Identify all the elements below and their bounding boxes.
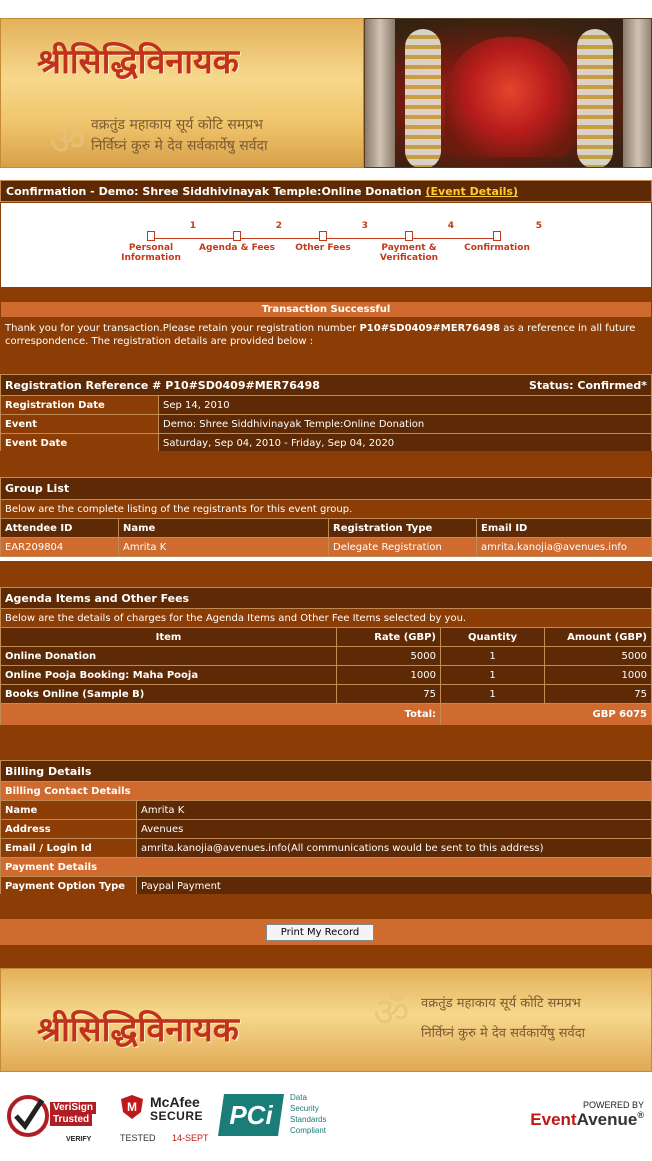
- total-row: [1, 704, 652, 726]
- step-3: 3 Other Fees: [295, 221, 368, 253]
- verisign-trusted: Trusted: [50, 1114, 92, 1126]
- table-row: [1, 538, 652, 557]
- reg-date-label: Registration Date: [1, 396, 159, 415]
- item-rate: 1000: [337, 666, 441, 685]
- agenda-description: Below are the details of charges for the Agenda Items and Other Fee Items selected by you.: [1, 609, 652, 628]
- deity-figure: [445, 37, 575, 157]
- garland-left: [405, 29, 441, 168]
- col-item: Item: [1, 628, 337, 647]
- pci-badge[interactable]: [218, 1090, 350, 1146]
- transaction-message: Thank you for your transaction.Please retain your registration number P10#SD0409#MER76498 as a reference in all future correspondence. The registration details are provided below :: [0, 318, 652, 358]
- document-icon: [493, 231, 501, 241]
- item-name: Online Donation: [1, 647, 337, 666]
- footer-trust-logos: [0, 1072, 652, 1161]
- mcafee-secure: SECURE: [150, 1109, 204, 1123]
- spacer: [0, 451, 652, 477]
- group-list-table: [0, 477, 652, 557]
- registration-reference-header: Registration Reference # P10#SD0409#MER76498 Status: Confirmed*: [1, 375, 652, 396]
- mantra-line-2: निर्विघ्नं कुरु मे देव सर्वकार्येषु सर्वदा: [91, 138, 268, 154]
- om-symbol: ॐ: [49, 118, 86, 164]
- verisign-label: VeriSign: [50, 1102, 96, 1114]
- event-label: Event: [1, 415, 159, 434]
- verisign-badge[interactable]: [6, 1090, 110, 1146]
- agenda-title: Agenda Items and Other Fees: [1, 588, 652, 609]
- powered-by-label: POWERED BY: [582, 1100, 644, 1110]
- step-1: 1 Personal Information: [121, 221, 196, 263]
- ea-avenue: Avenue: [576, 1110, 638, 1129]
- item-rate: 5000: [337, 647, 441, 666]
- spacer: [0, 288, 652, 301]
- billing-email-value: amrita.kanojia@avenues.info(All communications would be sent to this address): [137, 839, 652, 858]
- col-email-id: Email ID: [477, 519, 652, 538]
- total-label: Total:: [1, 704, 441, 726]
- billing-name-label: Name: [1, 801, 137, 820]
- svg-text:PCi: PCi: [229, 1100, 273, 1130]
- col-attendee-id: Attendee ID: [1, 519, 119, 538]
- mantra-line-1: वक्रतुंड महाकाय सूर्य कोटि समप्रभ: [91, 117, 264, 133]
- item-amount: 75: [545, 685, 652, 704]
- item-amount: 5000: [545, 647, 652, 666]
- svg-text:M: M: [127, 1100, 137, 1114]
- mcafee-badge[interactable]: [120, 1094, 212, 1146]
- step-2: 2 Agenda & Fees: [199, 221, 282, 253]
- attendee-id: EAR209804: [1, 538, 119, 557]
- item-name: Books Online (Sample B): [1, 685, 337, 704]
- event-date-value: Saturday, Sep 04, 2010 - Friday, Sep 04, 2020: [159, 434, 652, 453]
- attendee-type: Delegate Registration: [329, 538, 477, 557]
- col-registration-type: Registration Type: [329, 519, 477, 538]
- pillar-right: [623, 19, 652, 168]
- agenda-table: [0, 587, 652, 726]
- footer-mantra-line-1: वक्रतुंड महाकाय सूर्य कोटि समप्रभ: [421, 996, 581, 1011]
- powered-by-eventavenue[interactable]: [508, 1100, 644, 1134]
- verisign-check-icon: [6, 1094, 50, 1138]
- status-badge: Status: Confirmed*: [528, 378, 647, 392]
- reg-date-value: Sep 14, 2010: [159, 396, 652, 415]
- col-amount: Amount (GBP): [545, 628, 652, 647]
- payment-option-label: Payment Option Type: [1, 877, 137, 896]
- spacer: [0, 945, 652, 968]
- step-5: 5 Confirmation: [464, 221, 542, 253]
- ea-reg: ®: [637, 1110, 644, 1120]
- item-amount: 1000: [545, 666, 652, 685]
- item-qty: 1: [441, 647, 545, 666]
- step-4: 4 Payment & Verification: [379, 221, 454, 263]
- document-icon: [405, 231, 413, 241]
- mcafee-shield-icon: [120, 1094, 144, 1120]
- billing-contact-title: Billing Contact Details: [1, 782, 652, 801]
- event-details-link[interactable]: (Event Details): [425, 185, 518, 198]
- billing-email-label: Email / Login Id: [1, 839, 137, 858]
- attendee-email: amrita.kanojia@avenues.info: [477, 538, 652, 557]
- item-qty: 1: [441, 685, 545, 704]
- event-date-label: Event Date: [1, 434, 159, 453]
- confirmation-title: Confirmation - Demo: Shree Siddhivinayak Temple:Online Donation: [6, 185, 422, 198]
- table-row: [1, 666, 652, 685]
- mcafee-date: 14-SEPT: [172, 1133, 209, 1143]
- payment-details-title: Payment Details: [1, 858, 652, 877]
- attendee-name: Amrita K: [119, 538, 329, 557]
- col-quantity: Quantity: [441, 628, 545, 647]
- pillar-left: [365, 19, 395, 168]
- table-row: [1, 685, 652, 704]
- item-rate: 75: [337, 685, 441, 704]
- group-list-description: Below are the complete listing of the registrants for this event group.: [1, 500, 652, 519]
- footer-banner: [0, 968, 652, 1072]
- billing-title: Billing Details: [1, 761, 652, 782]
- document-icon: [233, 231, 241, 241]
- payment-option-value: Paypal Payment: [137, 877, 652, 896]
- verisign-verify: VERIFY: [66, 1136, 92, 1143]
- banner-text-panel: [0, 18, 364, 168]
- document-icon: [319, 231, 327, 241]
- registration-number: P10#SD0409#MER76498: [359, 323, 501, 334]
- event-value: Demo: Shree Siddhivinayak Temple:Online Donation: [159, 415, 652, 434]
- footer-mantra-line-2: निर्विघ्नं कुरु मे देव सर्वकार्येषु सर्वदा: [421, 1026, 585, 1041]
- spacer: [0, 894, 652, 919]
- garland-right: [577, 29, 613, 168]
- progress-steps: [0, 202, 652, 288]
- item-name: Online Pooja Booking: Maha Pooja: [1, 666, 337, 685]
- confirmation-header: [0, 180, 652, 202]
- mcafee-brand: McAfee: [150, 1094, 200, 1110]
- billing-table: [0, 760, 652, 896]
- total-value: GBP 6075: [441, 704, 652, 726]
- print-record-button[interactable]: Print My Record: [266, 924, 374, 941]
- billing-address-label: Address: [1, 820, 137, 839]
- deity-image: [364, 18, 652, 168]
- header-banner: [0, 18, 652, 168]
- document-icon: [147, 231, 155, 241]
- col-name: Name: [119, 519, 329, 538]
- col-rate: Rate (GBP): [337, 628, 441, 647]
- billing-address-value: Avenues: [137, 820, 652, 839]
- temple-logo-text: श्रीसिद्धिविनायक: [37, 42, 239, 82]
- billing-name-value: Amrita K: [137, 801, 652, 820]
- spacer: [0, 358, 652, 374]
- table-row: [1, 647, 652, 666]
- group-list-title: Group List: [1, 478, 652, 500]
- item-qty: 1: [441, 666, 545, 685]
- pci-text: Data Security Standards Compliant: [290, 1093, 327, 1135]
- mcafee-tested: TESTED: [120, 1133, 156, 1143]
- registration-table: [0, 374, 652, 453]
- spacer: [0, 725, 652, 760]
- transaction-status-title: Transaction Successful: [0, 301, 652, 318]
- footer-om-symbol: ॐ: [373, 990, 410, 1036]
- ea-event: Event: [530, 1110, 577, 1129]
- spacer: [0, 561, 652, 587]
- pci-logo-icon: [218, 1090, 288, 1140]
- footer-logo-text: श्रीसिद्धिविनायक: [37, 1010, 239, 1050]
